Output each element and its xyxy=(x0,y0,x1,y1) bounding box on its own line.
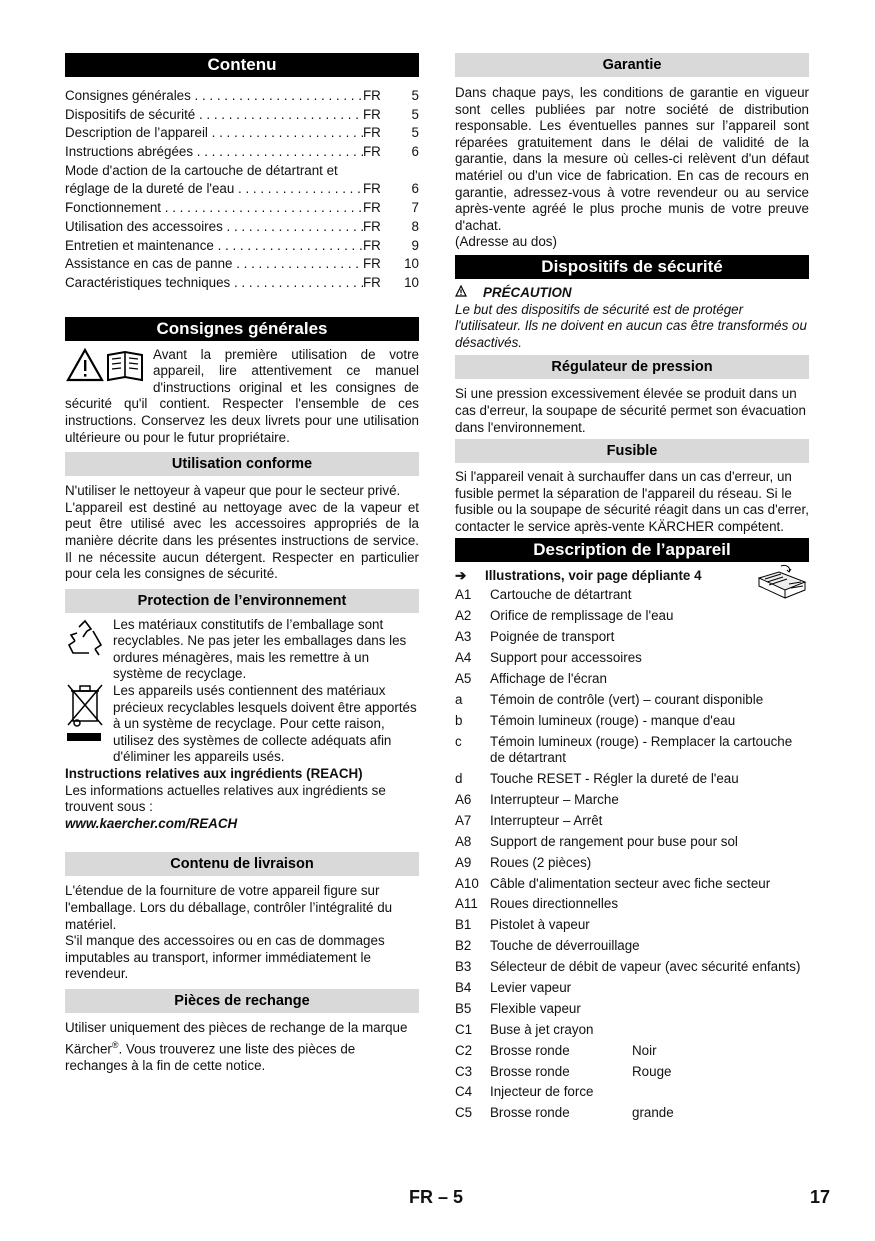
item-code: A11 xyxy=(455,896,478,912)
item-extra: grande xyxy=(632,1105,674,1121)
caution-label: PRÉCAUTION xyxy=(483,284,572,300)
toc-entry-title: Dispositifs de sécurité . . . xyxy=(65,106,363,125)
toc-row[interactable] xyxy=(65,106,419,125)
item-code: A10 xyxy=(455,875,479,891)
arrow-right-icon: ➔ xyxy=(455,568,467,584)
list-item xyxy=(455,876,809,893)
item-extra: Rouge xyxy=(632,1063,672,1079)
list-item xyxy=(455,1022,809,1039)
item-code: A4 xyxy=(455,650,472,666)
item-text: Sélecteur de débit de vapeur (avec sécurité enfants) xyxy=(490,959,801,975)
item-text: Poignée de transport xyxy=(490,629,615,645)
pressure-heading: Régulateur de pression xyxy=(455,355,809,379)
item-text: Support de rangement pour buse pour sol xyxy=(490,833,738,849)
item-code: C1 xyxy=(455,1021,473,1037)
toc-row[interactable] xyxy=(65,143,419,162)
item-extra xyxy=(632,1022,809,1039)
foldout-book-icon xyxy=(753,564,809,609)
item-code: A1 xyxy=(455,587,472,603)
list-item xyxy=(455,692,809,709)
safety-heading: Dispositifs de sécurité xyxy=(455,255,809,279)
warranty-text-2: (Adresse au dos) xyxy=(455,234,557,250)
toc-entry-lang: FR xyxy=(363,106,381,122)
reach-url[interactable]: www.kaercher.com/REACH xyxy=(65,815,238,831)
toc-list xyxy=(65,87,419,293)
toc-entry-page: 8 xyxy=(411,218,419,234)
toc-row[interactable] xyxy=(65,162,419,181)
list-item xyxy=(455,917,809,934)
fuse-text: Si l'appareil venait à surchauffer dans un cas d'erreur, un fusible permet la séparation de l'appareil du réseau. Si le fusible ou la soupape de sécurité réagit dans un cas d'errer, contacter le service après-vente KÄRCHER compétent. xyxy=(455,469,809,534)
list-item xyxy=(455,896,809,913)
item-code: A5 xyxy=(455,670,472,686)
item-text: Support pour accessoires xyxy=(490,650,642,666)
reach-text: Les informations actuelles relatives aux ingrédients se trouvent sous : xyxy=(65,782,386,815)
toc-heading: Contenu xyxy=(65,53,419,77)
item-code: a xyxy=(455,691,463,707)
item-text: Injecteur de force xyxy=(490,1084,594,1100)
item-code: A3 xyxy=(455,629,472,645)
usage-text-1: N'utiliser le nettoyeur à vapeur que pour le secteur privé. xyxy=(65,483,401,499)
list-item xyxy=(455,734,809,767)
item-text: Buse à jet crayon xyxy=(490,1021,594,1037)
footer-page-number: 17 xyxy=(810,1187,831,1207)
item-code: A8 xyxy=(455,833,472,849)
item-list-c xyxy=(455,1022,809,1122)
item-text: Interrupteur – Arrêt xyxy=(490,812,603,828)
list-item xyxy=(455,855,809,872)
item-text: Témoin lumineux (rouge) - manque d'eau xyxy=(490,712,736,728)
warning-manual-icon xyxy=(65,347,149,383)
warranty-text-1: Dans chaque pays, les conditions de garantie en vigueur sont celles publiées par notre société de distribution responsable. Les éventuelles pannes sur l’appareil sont réparées gratuitement dans le délai de validité de la garantie, dans la mesure où celles-ci relèvent d'un défaut matériel ou d'un vice de fabrication. En cas de recours en garantie, adressez-vous à votre revendeur ou au service après-vente agréé le plus proche munis de votre preuve d'achat. xyxy=(455,85,809,233)
toc-entry-lang: FR xyxy=(363,88,381,103)
toc-entry-title: Entretien et maintenance . . . xyxy=(65,237,363,256)
item-code: C5 xyxy=(455,1105,473,1121)
toc-entry-page: 10 xyxy=(404,256,419,272)
right-column xyxy=(455,53,809,1122)
toc-entry-page: 7 xyxy=(411,200,419,216)
warranty-heading: Garantie xyxy=(455,53,809,77)
toc-row[interactable] xyxy=(65,274,419,293)
toc-entry-lang: FR xyxy=(363,200,381,216)
list-item xyxy=(455,1064,809,1081)
item-text: Brosse ronde xyxy=(490,1042,570,1058)
item-text: Brosse ronde xyxy=(490,1105,570,1121)
weee-bin-icon xyxy=(65,683,113,748)
item-extra xyxy=(632,1084,809,1101)
caution-text: Le but des dispositifs de sécurité est de protéger l'utilisateur. Ils ne doivent en aucun cas être transformés ou désactivés. xyxy=(455,301,807,350)
toc-row[interactable] xyxy=(65,218,419,237)
item-text: Levier vapeur xyxy=(490,979,572,995)
toc-row[interactable] xyxy=(65,255,419,274)
toc-row[interactable] xyxy=(65,180,419,199)
environment-text-2: Les appareils usés contiennent des matériaux précieux recyclables lesquels doivent être apportés à un système de recyclage. Pour cette raison, utilisez des systèmes de collecte adéquats afin d'éliminer les appareils usés. xyxy=(113,683,417,765)
list-item xyxy=(455,959,809,976)
toc-entry-page xyxy=(401,162,419,181)
spares-heading: Pièces de rechange xyxy=(65,989,419,1013)
illustration-note: Illustrations, voir page dépliante 4 xyxy=(485,568,702,584)
list-item xyxy=(455,671,809,688)
toc-row[interactable] xyxy=(65,124,419,143)
item-code: C3 xyxy=(455,1063,473,1079)
reach-title: Instructions relatives aux ingrédients (REACH) xyxy=(65,766,363,782)
recycle-icon xyxy=(65,619,113,664)
toc-entry-page: 5 xyxy=(411,106,419,122)
item-code: B2 xyxy=(455,938,472,954)
item-text: Témoin lumineux (rouge) - Remplacer la cartouche de détartrant xyxy=(490,733,793,766)
list-item xyxy=(455,792,809,809)
list-item xyxy=(455,1105,809,1122)
registered-mark: ® xyxy=(111,1039,119,1050)
item-text: Flexible vapeur xyxy=(490,1000,581,1016)
toc-entry-title: Caractéristiques techniques . . . xyxy=(65,274,363,293)
usage-text-2: L'appareil est destiné au nettoyage avec de la vapeur et peut être utilisé avec les accessoires appropriés de la manière décrite dans les présentes instructions de service. Il ne nécessite aucun détergent. Respecter en particulier pour cela les consignes de sécurité. xyxy=(65,499,419,582)
item-text: Interrupteur – Marche xyxy=(490,791,619,807)
list-item xyxy=(455,834,809,851)
toc-entry-title: Utilisation des accessoires . . . xyxy=(65,218,363,237)
toc-entry-title: Mode d'action de la cartouche de détartrant et xyxy=(65,162,338,178)
item-text: Cartouche de détartrant xyxy=(490,587,632,603)
toc-entry-page: 10 xyxy=(404,274,419,290)
delivery-heading: Contenu de livraison xyxy=(65,852,419,876)
footer-section-number: FR – 5 xyxy=(409,1187,464,1207)
list-item xyxy=(455,1084,809,1101)
general-heading: Consignes générales xyxy=(65,317,419,341)
item-text: Pistolet à vapeur xyxy=(490,917,590,933)
item-code: B1 xyxy=(455,917,472,933)
item-code: c xyxy=(455,733,462,749)
item-text: Orifice de remplissage de l'eau xyxy=(490,608,674,624)
list-item xyxy=(455,938,809,955)
item-extra: Noir xyxy=(632,1042,657,1058)
item-code: d xyxy=(455,771,463,787)
item-text: Affichage de l'écran xyxy=(490,670,607,686)
item-code: A2 xyxy=(455,608,472,624)
item-text: Câble d'alimentation secteur avec fiche secteur xyxy=(490,875,771,891)
left-column xyxy=(65,53,419,1074)
toc-entry-title: Instructions abrégées . . . xyxy=(65,143,363,162)
toc-entry-title: Consignes générales . . . xyxy=(65,87,363,106)
item-text: Roues (2 pièces) xyxy=(490,854,592,870)
toc-entry-title: Description de l’appareil . . . xyxy=(65,124,363,143)
toc-entry-title: Fonctionnement . . . xyxy=(65,199,363,218)
list-item xyxy=(455,813,809,830)
item-code: A7 xyxy=(455,812,472,828)
item-text: Brosse ronde xyxy=(490,1063,570,1079)
list-item xyxy=(455,771,809,788)
item-text: Témoin de contrôle (vert) – courant disponible xyxy=(490,691,764,707)
caution-triangle-icon xyxy=(455,285,483,302)
environment-text-1: Les matériaux constitutifs de l’emballage sont recyclables. Ne pas jeter les emballages dans les ordures ménagères, mais les remettre à un système de recyclage. xyxy=(113,616,407,682)
spares-text: Utiliser uniquement des pièces de rechange de la marque Kärcher®. Vous trouverez une liste des pièces de rechanges à la fin de cette notice. xyxy=(65,1019,408,1073)
toc-entry-title: réglage de la dureté de l'eau . . . xyxy=(65,180,363,199)
list-item xyxy=(455,1043,809,1060)
general-block xyxy=(65,347,419,447)
delivery-text-2: S'il manque des accessoires ou en cas de dommages imputables au transport, informer immédiatement le revendeur. xyxy=(65,933,385,982)
toc-entry-page: 6 xyxy=(411,181,419,197)
usage-heading: Utilisation conforme xyxy=(65,452,419,476)
toc-row[interactable] xyxy=(65,87,419,106)
item-code: A6 xyxy=(455,791,472,807)
toc-entry-page: 9 xyxy=(411,237,419,253)
list-item xyxy=(455,650,809,667)
item-code: A9 xyxy=(455,854,472,870)
list-item xyxy=(455,980,809,997)
list-item xyxy=(455,713,809,730)
toc-entry-lang: FR xyxy=(363,218,381,234)
delivery-text-1: L'étendue de la fourniture de votre appareil figure sur l'emballage. Lors du déballage, contrôler l’intégralité du matériel. xyxy=(65,883,393,932)
item-code: b xyxy=(455,712,463,728)
toc-row[interactable] xyxy=(65,199,419,218)
list-item xyxy=(455,608,809,625)
general-intro: Avant la première utilisation de votre appareil, lire attentivement ce manuel d'instructions original et les consignes de sécurité qu'il contient. Respecter l'ensemble de ces instructions. Conservez les deux livrets pour une utilisation ultérieure ou pour le futur propriétaire. xyxy=(65,346,419,445)
item-list-a xyxy=(455,587,809,913)
fuse-heading: Fusible xyxy=(455,439,809,463)
toc-entry-page: 5 xyxy=(411,88,419,103)
toc-entry-lang xyxy=(363,162,401,181)
toc-entry-page: 6 xyxy=(411,144,419,160)
list-item xyxy=(455,629,809,646)
item-code: C4 xyxy=(455,1084,473,1100)
item-code: B4 xyxy=(455,979,472,995)
item-list-b xyxy=(455,917,809,1017)
toc-entry-lang: FR xyxy=(363,125,381,141)
toc-entry-lang: FR xyxy=(363,256,381,272)
toc-entry-lang: FR xyxy=(363,274,381,290)
toc-entry-lang: FR xyxy=(363,144,381,160)
item-text: Touche de déverrouillage xyxy=(490,938,640,954)
toc-entry-lang: FR xyxy=(363,237,381,253)
list-item xyxy=(455,1001,809,1018)
toc-entry-page: 5 xyxy=(411,125,419,141)
description-heading: Description de l’appareil xyxy=(455,538,809,562)
item-code: B3 xyxy=(455,959,472,975)
item-text: Roues directionnelles xyxy=(490,896,619,912)
item-code: B5 xyxy=(455,1000,472,1016)
item-text: Touche RESET - Régler la dureté de l'eau xyxy=(490,771,739,787)
pressure-text: Si une pression excessivement élevée se produit dans un cas d'erreur, la soupape de sécurité permet son évacuation dans l'environnement. xyxy=(455,386,806,435)
toc-row[interactable] xyxy=(65,237,419,256)
item-code: C2 xyxy=(455,1042,473,1058)
environment-heading: Protection de l’environnement xyxy=(65,589,419,613)
toc-entry-title: Assistance en cas de panne . . . xyxy=(65,255,363,274)
toc-entry-lang: FR xyxy=(363,181,381,197)
